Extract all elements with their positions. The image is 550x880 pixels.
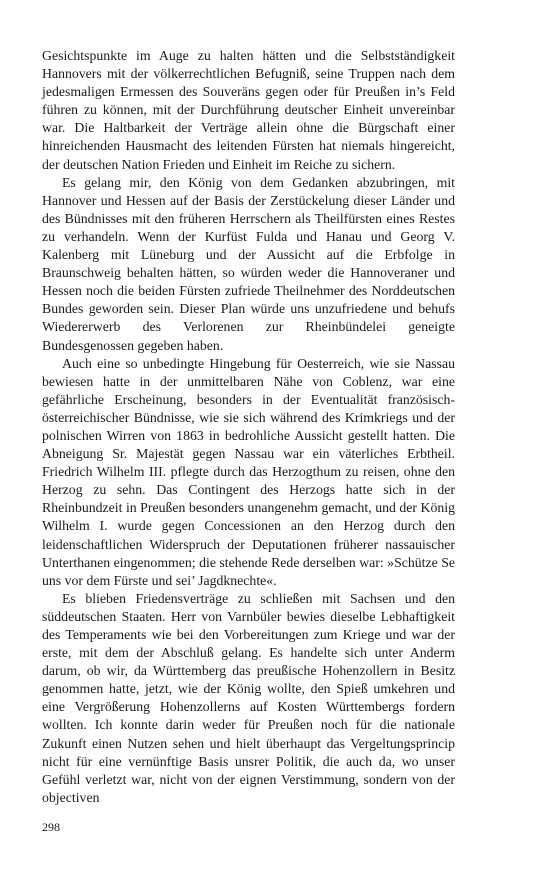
paragraph-3: Auch eine so unbedingte Hingebung für Oesterreich, wie sie Nassau bewiesen hatte in der unmittelbaren Nähe von Coblenz, war eine gefährliche Erscheinung, besonders in der Eventualität französisch-österreichischer Bündnisse, wie sie sich während des Krimkriegs und der polnischen Wirren von 1863 in bedrohliche Aussicht gestellt hatten. Die Abneigung Sr. Majestät gegen Nassau war ein väterliches Erbtheil. Friedrich Wilhelm III. pflegte durch das Herzogthum zu reisen, ohne den Herzog zu sehn. Das Contingent des Herzogs hatte sich in der Rheinbundzeit in Preußen besonders unangenehm gemacht, und der König Wilhelm I. wurde gegen Concessionen an den Herzog durch den leidenschaftlichen Widerspruch der Deputationen früherer nassauischer Unterthanen eingenommen; die stehende Rede derselben war: »Schütze Se uns vor dem Fürste und sei’ Jagdknechte«. xyxy=(42,355,455,588)
paragraph-1: Gesichtspunkte im Auge zu halten hätten und die Selbstständigkeit Hannovers mit der völkerrechtlichen Befugniß, seine Truppen nach dem jedesmaligen Ermessen des Souveräns gegen oder für Preußen in’s Feld führen zu können, mit der Durchführung deutscher Einheit unvereinbar war. Die Haltbarkeit der Verträge allein ohne die Bürgschaft einer hinreichenden Hausmacht des leitenden Fürsten hat niemals hingereicht, der deutschen Nation Frieden und Einheit im Reiche zu sichern. xyxy=(42,48,455,172)
body-text xyxy=(42,47,455,807)
paragraph-2: Es gelang mir, den König von dem Gedanken abzubringen, mit Hannover und Hessen auf der Basis der Zerstückelung dieser Länder und des Bündnisses mit den früheren Herrschern als Theilfürsten eines Restes zu verhandeln. Wenn der Kurfüst Fulda und Hanau und Georg V. Kalenberg mit Lüneburg und der Aussicht auf die Erbfolge in Braunschweig behalten hätten, so würden weder die Hannoveraner und Hessen noch die beiden Fürsten zufriede Theilnehmer des Norddeutschen Bundes geworden sein. Dieser Plan würde uns unzufriedene und behufs Wiedererwerb des Verlorenen zur Rheinbündelei geneigte Bundesgenossen gegeben haben. xyxy=(42,174,455,353)
paragraph-4: Es blieben Friedensverträge zu schließen mit Sachsen und den süddeutschen Staaten. Herr von Varnbüler bewies dieselbe Lebhaftigkeit des Temperaments wie bei den Vorbereitungen zum Kriege und war der erste, mit dem der Abschluß gelang. Es handelte sich unter Anderm darum, ob wir, da Württemberg das preußische Hohenzollern in Besitz genommen hatte, jetzt, wie der König wollte, den Spieß umkehren und eine Vergrößerung Hohenzollerns auf Kosten Württembergs fordern wollten. Ich konnte darin weder für Preußen noch für die nationale Zukunft einen Nutzen sehen und hielt überhaupt das Vergeltungsprincip nicht für eine vernünftige Basis unsrer Politik, die auch da, wo unser Gefühl verletzt war, nicht von der eignen Verstimmung, sondern von der objectiven xyxy=(42,590,455,805)
page-number: 298 xyxy=(42,820,60,834)
